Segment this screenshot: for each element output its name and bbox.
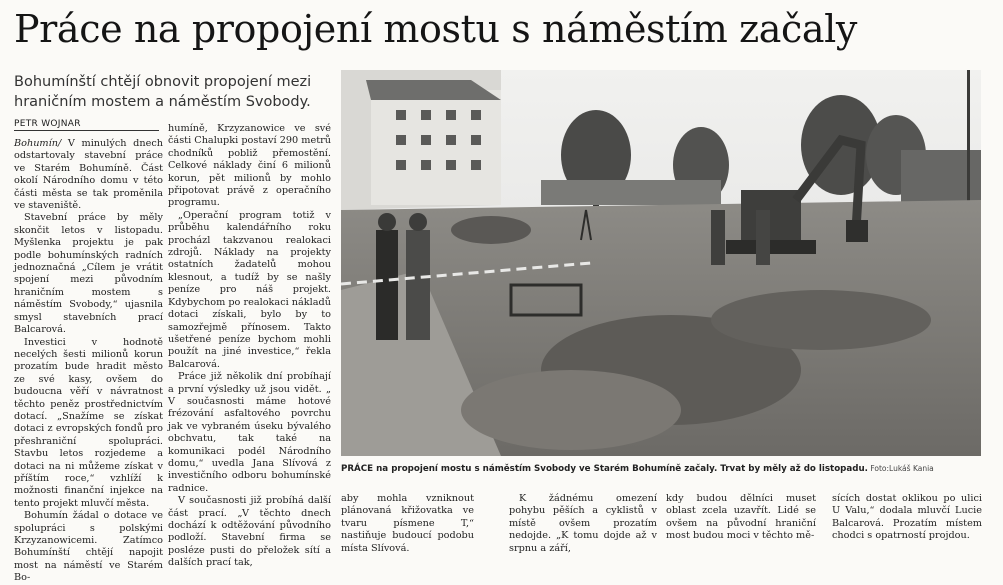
construction-site-image [341, 70, 981, 456]
paragraph: kdy budou dělníci muset oblast zcela uzavřít. Lidé se ovšem na původní hraniční most budou moci v těchto mě- [666, 493, 816, 542]
paragraph-text: V minulých dnech odstartovaly stavební práce ve Starém Bohumíně. Část okolí Národního domu v této části města se tak proměnila ve staveniště. [14, 138, 163, 212]
paragraph: V současnosti již probíhá další část prací. „V těchto dnech dochází k odtěžování původního podloží. Stavební firma se posléze pusti do přeložek sítí a dalších prací tak, [168, 495, 331, 569]
paragraph: K žádnému omezení pohybu pěších a cyklistů v místě ovšem prozatím nedojde. „K tomu dojde až v srpnu a září, [509, 493, 657, 554]
paragraph: sících dostat oklikou po ulici U Valu,“ dodala mluvčí Lucie Balcarová. Prozatím místem chodci s opatrností projdou. [832, 493, 982, 542]
dateline: Bohumín/ [14, 138, 62, 149]
article-column-1 [14, 138, 163, 584]
byline: PETR WOJNAR [14, 119, 159, 131]
paragraph: Stavební práce by měly skončit letos v listopadu. Myšlenka projektu je pak podle bohumínských radních jednoznačná „Cílem je vrátit spojení mezi původním hraničním mostem s náměstím Svobody,“ ujasnila smysl stavebních prací Balcarová. [14, 212, 163, 336]
construction-photo [341, 70, 981, 456]
paragraph: Práce již několik dní probíhají a první výsledky už jsou vidět. „ V současnosti máme hotové frézování asfaltového povrchu jak ve vybraném úseku bývalého obchvatu, tak také na komunikaci podél Národního domu,“ uvedla Jana Slívová z investičního odboru bohumínské radnice. [168, 371, 331, 494]
paragraph: aby mohla vzniknout plánovaná křižovatka ve tvaru písmene T,“ nastiňuje budoucí podobu místa Slívová. [341, 493, 474, 554]
article-column-5 [666, 493, 816, 544]
paragraph [14, 138, 163, 212]
subhead: Bohumínští chtějí obnovit propojení mezi hraničním mostem a náměstím Svobody. [14, 74, 312, 110]
caption-lead: PRÁCE [341, 464, 374, 474]
caption-text: na propojení mostu s náměstím Svobody ve Starém Bohumíně začaly. Trvat by měly až do listopadu. [373, 464, 868, 474]
photo-caption [341, 463, 981, 475]
paragraph: Investici v hodnotě necelých šesti milionů korun prozatím bude hradit město ze své kasy, ovšem do budoucna věří v návratnost těchto peněz prostřednictvím dotací. „Snažíme se získat dotaci z evropských fondů pro přeshraniční spolupráci. Stavbu letos rozjedeme a dotaci na ni můžeme získat v příštím roce,“ vzhlíží k možnosti finanční injekce na tento projekt mluvčí města. [14, 336, 163, 509]
paragraph: „Operační program totiž v průběhu kalendářního roku procházl takzvanou realokaci zdrojů. Náklady na projekty ostatních žadatelů mohou klesnout, a tudíž by se našly peníze pro náš projekt. Kdybychom po realokaci nákladů dotaci získali, bylo by to samozřejmě přínosem. Takto ušetřené peníze bychom mohli použít na jiné investice,“ řekla Balcarová. [168, 209, 331, 370]
article-column-2 [168, 123, 331, 569]
headline: Práce na propojení mostu s náměstím začaly [14, 7, 857, 51]
article-column-6 [832, 493, 982, 544]
paragraph: humíně, Krzyzanowice ve své části Chalupki postaví 290 metrů chodníků pobliž přemostění. Celkové náklady činí 6 milionů korun, pět milionů by mohlo připotovat právě z operačního programu. [168, 123, 331, 209]
article-column-3 [341, 493, 474, 554]
photo-credit: Foto:Lukáš Kania [867, 464, 934, 473]
article-column-4 [509, 493, 657, 554]
paragraph: Bohumín žádal o dotace ve spolupráci s polskými Krzyzanowicemi. Zatímco Bohumínští chtějí napojit most na náměstí ve Starém Bo- [14, 510, 163, 584]
